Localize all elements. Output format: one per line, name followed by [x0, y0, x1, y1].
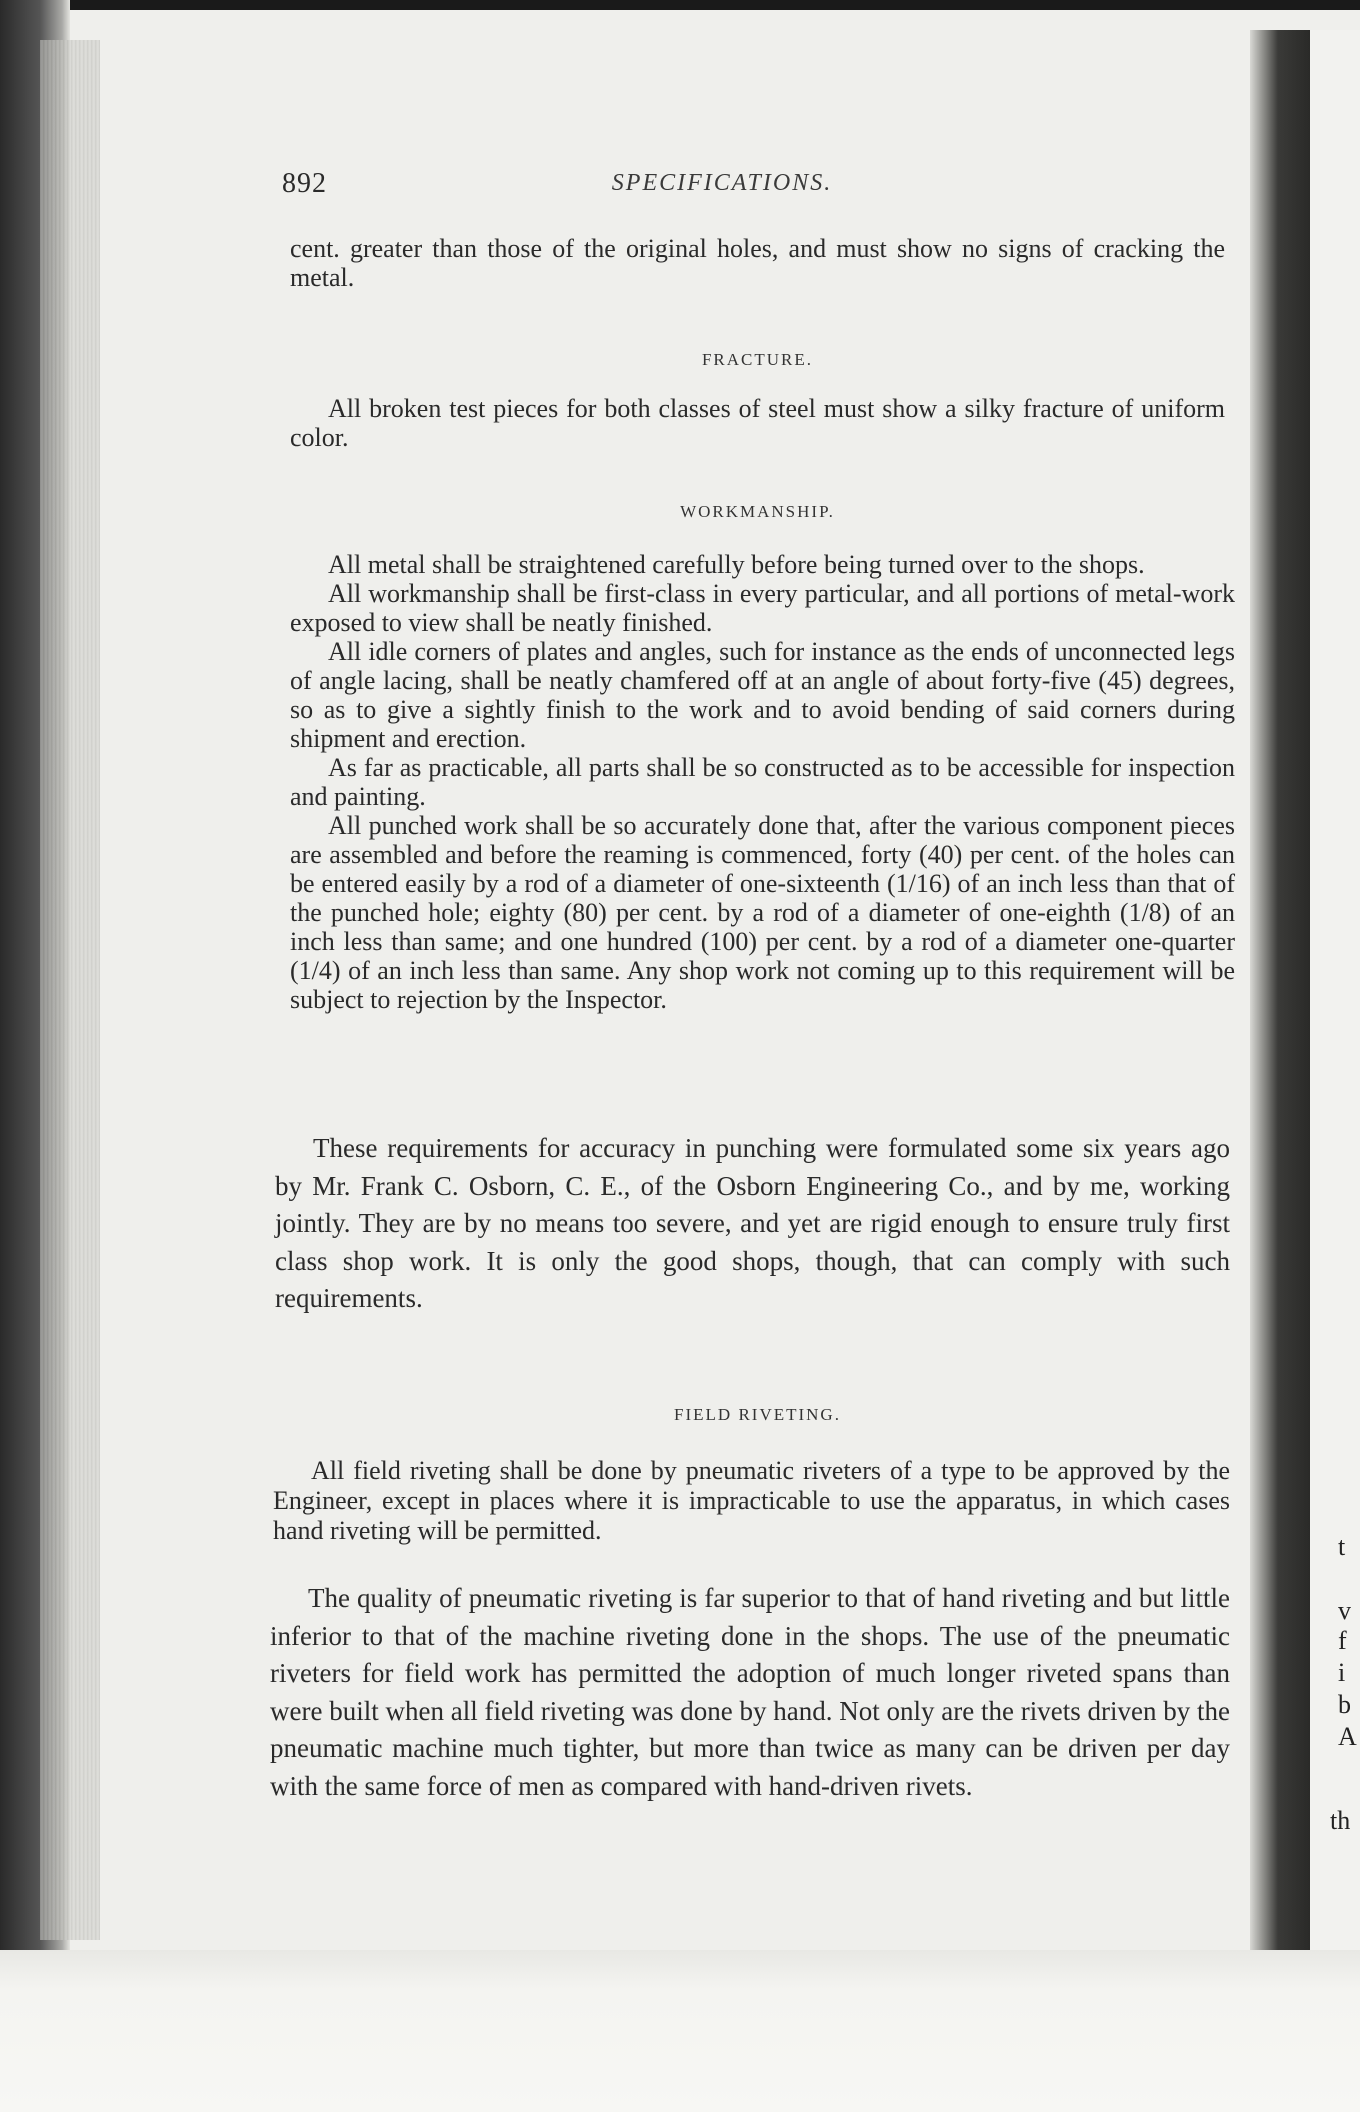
accuracy-commentary	[275, 1130, 1230, 1318]
facing-page-fragment: b	[1338, 1690, 1351, 1719]
facing-page-fragment: t	[1338, 1532, 1346, 1561]
fracture-text: All broken test pieces for both classes of steel must show a silky fracture of uniform color.	[290, 394, 1225, 452]
field-riveting-text: All field riveting shall be done by pneumatic riveters of a type to be approved by the Engineer, except in places where it is impracticable to use the apparatus, in which cases hand riveting will be permitted.	[273, 1456, 1230, 1545]
facing-page-fragment: i	[1338, 1658, 1346, 1687]
running-title: SPECIFICATIONS.	[611, 170, 833, 196]
intro-text: cent. greater than those of the original holes, and must show no signs of cracking the metal.	[290, 234, 1225, 292]
intro-paragraph	[290, 234, 1225, 292]
workmanship-paragraph: All metal shall be straightened carefully before being turned over to the shops.	[328, 550, 1145, 579]
accuracy-commentary-text: These requirements for accuracy in punching were formulated some six years ago by Mr. Frank C. Osborn, C. E., of the Osborn Engineering Co., and by me, working jointly. They are by no means too severe, and yet are rigid enough to ensure truly first class shop work. It is only the good shops, though, that can comply with such requirements.	[275, 1133, 1230, 1313]
page-number: 892	[282, 168, 327, 199]
facing-page-fragment: v	[1338, 1596, 1351, 1625]
facing-page-fragment: A	[1338, 1722, 1357, 1751]
workmanship-paragraph: All idle corners of plates and angles, such for instance as the ends of unconnected legs of angle lacing, shall be neatly chamfered off at an angle of about forty-five (45) degrees, so as to give a sightly finish to the work and to avoid bending of said corners during shipment and erection.	[290, 637, 1235, 753]
scan-top-border	[0, 0, 1360, 10]
fracture-heading: FRACTURE.	[701, 350, 814, 369]
workmanship-paragraph: As far as practicable, all parts shall be so constructed as to be accessible for inspection and painting.	[290, 753, 1235, 811]
workmanship-paragraph: All workmanship shall be first-class in every particular, and all portions of metal-work exposed to view shall be neatly finished.	[290, 579, 1235, 637]
page-stack-edge	[40, 40, 100, 1940]
book-gutter-shadow	[1250, 30, 1310, 1950]
workmanship-paragraph: All punched work shall be so accurately done that, after the various component pieces are assembled and before the reaming is commenced, forty (40) per cent. of the holes can be entered easily by a rod of a diameter of one-sixteenth (1/16) of an inch less than that of the punched hole; eighty (80) per cent. by a rod of a diameter of one-eighth (1/8) of an inch less than same; and one hundred (100) per cent. by a rod of a diameter one-quarter (1/4) of an inch less than same. Any shop work not coming up to this requirement will be subject to rejection by the Inspector.	[290, 811, 1235, 1014]
workmanship-heading: WORKMANSHIP.	[680, 502, 835, 521]
field-riveting-paragraph	[273, 1456, 1230, 1546]
field-riveting-heading: FIELD RIVETING.	[674, 1405, 841, 1424]
page-header	[282, 168, 1230, 208]
facing-page-edge	[1310, 30, 1360, 1950]
scan-bottom-margin	[0, 1950, 1360, 2112]
riveting-commentary	[270, 1580, 1230, 1805]
workmanship-section	[290, 550, 1235, 1014]
facing-page-fragment: th	[1330, 1806, 1351, 1835]
facing-page-fragment: f	[1338, 1626, 1347, 1655]
riveting-commentary-text: The quality of pneumatic riveting is far superior to that of hand riveting and but little inferior to that of the machine riveting done in the shops. The use of the pneumatic riveters for field work has permitted the adoption of much longer riveted spans than were built when all field riveting was done by hand. Not only are the rivets driven by the pneumatic machine much tighter, but more than twice as many can be driven per day with the same force of men as compared with hand-driven rivets.	[270, 1583, 1230, 1801]
fracture-paragraph	[290, 394, 1225, 452]
